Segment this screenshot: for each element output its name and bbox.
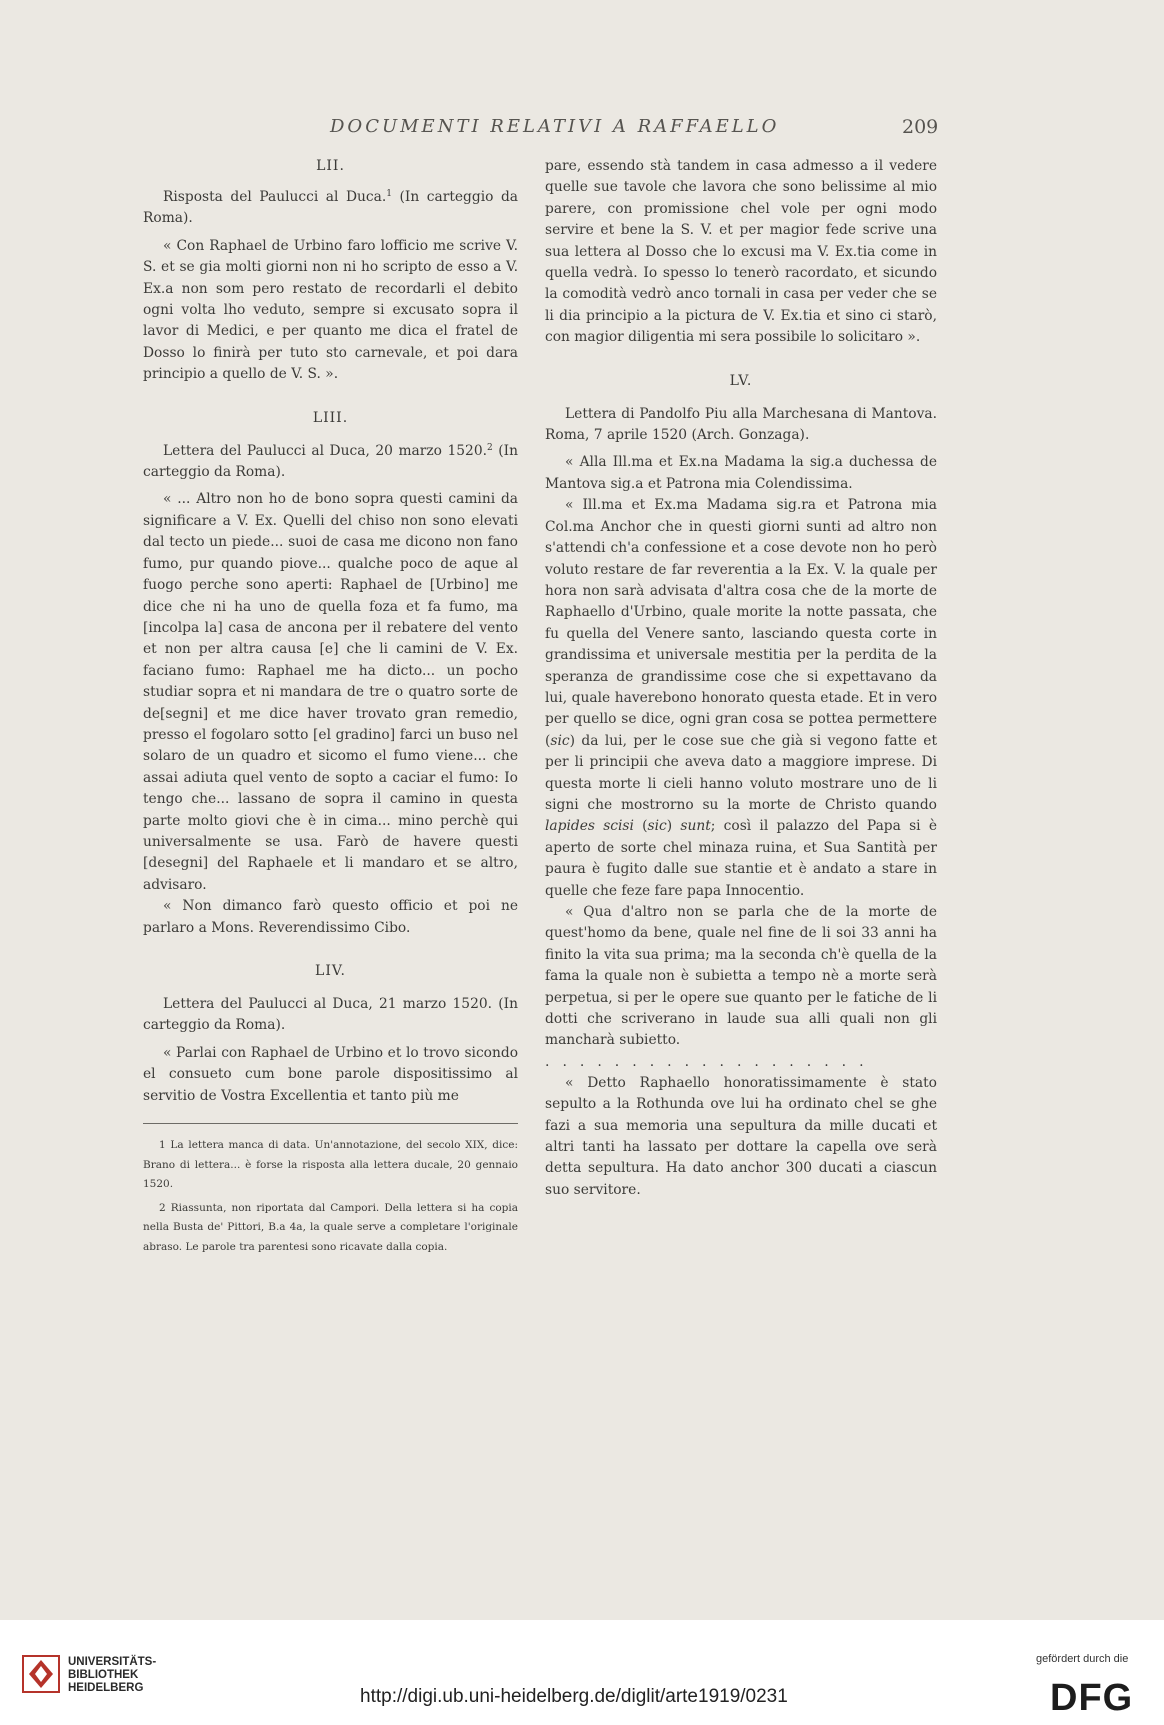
intro-rest: (In carteggio da Roma). xyxy=(143,189,519,227)
letter-text-liii-2: « Non dimanco farò questo officio et poi ne parlaro a Mons. Reverendissimo Cibo. xyxy=(143,898,518,936)
intro-text: Lettera del Paulucci al Duca, 20 marzo 1520. xyxy=(163,442,487,459)
section-heading-lv: LV. xyxy=(729,372,753,389)
letter-text-lv-1: « Ill.ma et Ex.ma Madama sig.ra et Patrona mia Col.ma Anchor che in questi giorni sunti ad altro non s'attendi ch'a confessione et a cose devote non ho però voluto restare de far reverentia a la Ex. V. la quale per hora non sarà advisata d'altra cosa che de la morte de Raphaello d'Urbino, quale morite la notte passata, che fu quella del Venere santo, lasciando questa corte in grandissima et universale mestitia per la perdita de la speranza de grandissime cose che si expettavano da lui, quale haverebono honorato questa etade. Et in vero per quello se dice, ogni gran cosa se pottea permettere (sic) da lui, per le cose sue che già si vegono fatte et per li principii che aveva dato a maggiore imprese. Di questa morte li cieli hanno voluto mostrare uno de li signi che mostrorno su la morte de Christo quando lapides scisi (sic) sunt; così il palazzo del Papa si è aperto de sorte chel minaza ruina, et Sua Santità per paura è fugito dalle sue stantie et è andato a stare in quelle che feze fare papa Innocentio. xyxy=(545,497,937,899)
footnote-1 xyxy=(143,1136,518,1195)
library-line: UNIVERSITÄTS- xyxy=(68,1656,157,1668)
continuation-text: pare, essendo stà tandem in casa admesso a il vedere quelle sue tavole che lavora che sono belissime al mio parere, con promissione chel vole per ogni modo servire et bene la S. V. et per magior fede scrive una sua lettera al Dosso che lo excusi ma V. Ex.tia come in quella vedrà. Io spesso lo tenerò racordato, et sicundo la comodità vedrò anco tornali in casa per veder che se li dia principio a la pictura de V. Ex.tia et sino ci starò, con magior diligentia mi sera possibile lo solicitaro ». xyxy=(545,158,937,346)
text-part: ) da lui, per le cose sue che già si vegono fatte et per li principii che aveva dato a maggiore imprese. Di questa morte li cieli hanno voluto mostrare uno de li signi che mostrorno su la morte de Christo quando xyxy=(545,732,937,813)
footnote-mark: 2 xyxy=(159,1201,166,1214)
section-heading-liv: LIV. xyxy=(315,963,346,979)
footnote-ref[interactable]: 2 xyxy=(487,442,493,453)
letter-text-liii: « ... Altro non ho de bono sopra questi camini da significare a V. Ex. Quelli del chiso non sono elevati dal tecto un piede... suoi de casa me dicono non fano fumo, pur quando piove... qualche poco de aque al fuogo perche sono aperti: Raphael de [Urbino] me dice che ni ha uno de quella foza et fa fumo, ma [incolpa la] casa de ancona per il rebatere del vento et non per altra causa [e] che li camini de V. Ex. faciano fumo: Raphael me ha dicto... un pocho studiar sopra et ni mandara de tre o quatro sorte de de[segni] et me dice haver trovato gran remedio, presso el fogolaro sotto [el gradino] farci un buso nel solaro de un quadro et sicomo el fumo viene... che assai adiuta quel vento de sopto a caciar el fumo: Io tengo che... lassano de sopra il camino in questa parte molto giovi che è in cima... mino perchè qui universalmente se usa. Farò de havere questi [desegni] del Raphaele et li mandaro et se altro, advisaro. xyxy=(143,491,518,893)
section-intro-liv: Lettera del Paulucci al Duca, 21 marzo 1520. (In carteggio da Roma). xyxy=(143,996,518,1034)
library-name[interactable] xyxy=(68,1656,156,1695)
footnote-text: Riassunta, non riportata dal Campori. Della lettera si ha copia nella Busta de' Pittori, B.a 4a, la quale serve a completare l'originale abraso. Le parole tra parentesi sono ricavate dalla copia. xyxy=(143,1201,519,1253)
section-intro-lii xyxy=(143,187,518,230)
library-line: BIBLIOTHEK xyxy=(68,1669,139,1681)
footnote-rule xyxy=(143,1123,518,1124)
running-head xyxy=(0,116,1164,142)
letter-text-liv: « Parlai con Raphael de Urbino et lo trovo sicondo el consueto cum bone parole dispositissimo al servitio de Vostra Excellentia et tanto più me xyxy=(143,1044,518,1104)
dfg-logo[interactable]: DFG xyxy=(1050,1677,1134,1719)
footnote-2 xyxy=(143,1199,518,1258)
footnote-mark: 1 xyxy=(159,1139,166,1152)
permalink-url[interactable]: http://digi.ub.uni-heidelberg.de/diglit/arte1919/0231 xyxy=(360,1686,788,1707)
text-part: « Ill.ma et Ex.ma Madama sig.ra et Patrona mia Col.ma Anchor che in questi giorni sunti ad altro non s'attendi ch'a confessione et a cose devote non ho però voluto restare de far reverentia a la Ex. V. la quale per hora non sarà advisata d'altra cosa che de la morte de Raphaello d'Urbino, quale morite la notte passata, che fu quella del Venere santo, lasciando questa corte in grandissima et universale mestitia per la perdita de la speranza de grandissime cose che si expettavano da lui, quale haverebono honorato questa etade. Et in vero per quello se dice, ogni gran cosa se pottea permettere ( xyxy=(545,497,937,749)
ellipsis-dots: ................... xyxy=(545,1053,877,1070)
library-line: HEIDELBERG xyxy=(68,1682,144,1694)
section-intro-liii xyxy=(143,441,518,484)
right-column xyxy=(545,156,937,1201)
funded-by-label: gefördert durch die xyxy=(1036,1653,1129,1665)
footnote-ref[interactable]: 1 xyxy=(386,189,392,199)
text-part: ; così il palazzo del Papa si è aperto de sorte chel minaza ruina, et Sua Santità per paura è fugito dalle sue stantie et è andato a stare in quelle che feze fare papa Innocentio. xyxy=(545,818,937,899)
letter-text-lv-3: « Detto Raphaello honoratissimamente è stato sepulto a la Rothunda ove lui ha ordinato chel se ghe fazi a sua memoria una sepultura da mille ducati et altri tanti ha lassato per dottare la capella ove serà detta sepultura. Ha dato anchor 300 ducati a ciascun suo servitore. xyxy=(545,1074,937,1198)
left-column xyxy=(143,156,518,1257)
sic-mark: sic xyxy=(647,818,667,835)
letter-text-lv-2: « Qua d'altro non se parla che de la morte de quest'homo da bene, quale nel fine de li soi 33 anni ha finito la vita sua prima; ma la seconda ch'è quella de la fama la quale non è subietta a tempo nè a morte serà perpetua, si per le opere sue quanto per le fatiche de li dotti che scriverano in laude sua alli quali non gli mancharà subietto. xyxy=(545,904,937,1049)
intro-rest: (In carteggio da Roma). xyxy=(143,442,518,481)
university-seal-icon[interactable] xyxy=(22,1655,60,1693)
section-heading-liii: LIII. xyxy=(312,409,349,426)
latin-quote: sunt xyxy=(680,818,711,835)
footnote-text: La lettera manca di data. Un'annotazione, del secolo XIX, dice: Brano di lettera... è forse la risposta alla lettera ducale, 20 gennaio 1520. xyxy=(143,1139,519,1191)
letter-text-lii: « Con Raphael de Urbino faro lofficio me scrive V. S. et se gia molti giorni non ni ho scripto de esso a V. Ex.a non som pero restato de recordarli el debito ogni volta lho veduto, sempre si excusato sopra il lavor di Medici, e per quanto me dica el fratel de Dosso lo finirà per tuto sto carnevale, et poi dara principio a quello de V. S. ». xyxy=(143,237,518,383)
running-title: DOCUMENTI RELATIVI A RAFFAELLO xyxy=(330,116,780,137)
intro-text: Risposta del Paulucci al Duca. xyxy=(163,189,387,205)
section-intro-lv: Lettera di Pandolfo Piu alla Marchesana di Mantova. Roma, 7 aprile 1520 (Arch. Gonzaga). xyxy=(545,405,937,444)
page-number: 209 xyxy=(902,116,939,138)
latin-quote: lapides scisi xyxy=(545,818,634,835)
section-heading-lii: LII. xyxy=(316,158,345,174)
sic-mark: sic xyxy=(550,732,570,749)
footer-bar xyxy=(0,1620,1164,1725)
letter-salutation-lv: « Alla Ill.ma et Ex.na Madama la sig.a duchessa de Mantova sig.a et Patrona mia Colendissima. xyxy=(545,454,937,492)
